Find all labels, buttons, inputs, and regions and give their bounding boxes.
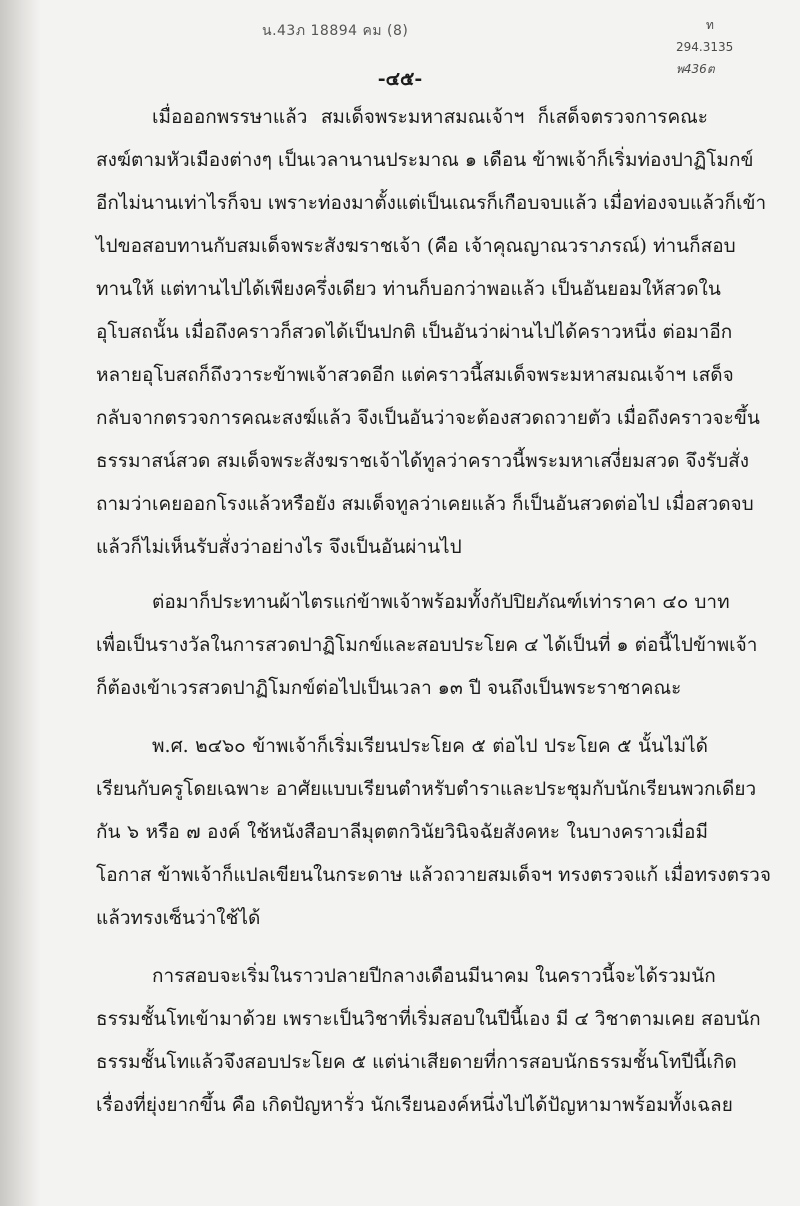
text-line: ถามว่าเคยออกโรงแล้วหรือยัง สมเด็จทูลว่าเคยแล้ว ก็เป็นอันสวดต่อไป เมื่อสวดจบ (96, 493, 754, 515)
page-number: -๔๕- (377, 68, 423, 90)
text-line: ก็ต้องเข้าเวรสวดปาฏิโมกข์ต่อไปเป็นเวลา ๑๓ ปี จนถึงเป็นพระราชาคณะ (96, 677, 682, 699)
text-line: เมื่อออกพรรษาแล้ว สมเด็จพระมหาสมณเจ้าฯ ก็เสด็จตรวจการคณะ (152, 106, 708, 128)
call-number-line: พ436ต (676, 62, 715, 76)
text-line: ไปขอสอบทานกับสมเด็จพระสังฆราชเจ้า (คือ เจ้าคุณญาณวราภรณ์) ท่านก็สอบ (96, 235, 736, 257)
text-line: เพื่อเป็นรางวัลในการสวดปาฏิโมกข์และสอบประโยค ๔ ได้เป็นที่ ๑ ต่อนี้ไปข้าพเจ้า (96, 634, 758, 656)
text-line: แล้วทรงเซ็นว่าใช้ได้ (96, 907, 261, 929)
text-line: พ.ศ. ๒๔๖๐ ข้าพเจ้าก็เริ่มเรียนประโยค ๕ ต่อไป ประโยค ๕ นั้นไม่ได้ (152, 735, 708, 757)
text-line: แล้วก็ไม่เห็นรับสั่งว่าอย่างไร จึงเป็นอันผ่านไป (96, 536, 462, 558)
text-line: กลับจากตรวจการคณะสงฆ์แล้ว จึงเป็นอันว่าจะต้องสวดถวายตัว เมื่อถึงคราวจะขึ้น (96, 407, 760, 429)
call-number-line: 294.3135 (676, 40, 734, 54)
text-line: ทานให้ แต่ทานไปได้เพียงครึ่งเดียว ท่านก็บอกว่าพอแล้ว เป็นอันยอมให้สวดใน (96, 278, 721, 300)
text-line: เรียนกับครูโดยเฉพาะ อาศัยแบบเรียนตำหรับตำราและประชุมกับนักเรียนพวกเดียว (96, 778, 757, 800)
catalog-stamp: น.43ภ 18894 คม (8) (262, 23, 409, 39)
text-line: เรื่องที่ยุ่งยากขึ้น คือ เกิดปัญหารั่ว นักเรียนองค์หนึ่งไปได้ปัญหามาพร้อมทั้งเฉลย (96, 1094, 733, 1116)
text-line: กัน ๖ หรือ ๗ องค์ ใช้หนังสือบาลีมุตตกวินัยวินิจฉัยสังคหะ ในบางคราวเมื่อมี (96, 821, 708, 843)
text-line: ธรรมชั้นโทเข้ามาด้วย เพราะเป็นวิชาที่เริ่มสอบในปีนี้เอง มี ๔ วิชาตามเคย สอบนัก (96, 1008, 761, 1030)
text-line: ธรรมชั้นโทแล้วจึงสอบประโยค ๕ แต่น่าเสียดายที่การสอบนักธรรมชั้นโทปีนี้เกิด (96, 1051, 737, 1073)
text-line: การสอบจะเริ่มในราวปลายปีกลางเดือนมีนาคม ในคราวนี้จะได้รวมนัก (152, 965, 716, 987)
text-line: ธรรมาสน์สวด สมเด็จพระสังฆราชเจ้าได้ทูลว่าคราวนี้พระมหาเสงี่ยมสวด จึงรับสั่ง (96, 450, 750, 472)
page-binding-shadow (0, 0, 40, 1206)
text-line: หลายอุโบสถก็ถึงวาระข้าพเจ้าสวดอีก แต่คราวนี้สมเด็จพระมหาสมณเจ้าฯ เสด็จ (96, 364, 734, 386)
call-number-line: ท (706, 18, 714, 32)
text-line: อุโบสถนั้น เมื่อถึงคราวก็สวดได้เป็นปกติ เป็นอันว่าผ่านไปได้คราวหนึ่ง ต่อมาอีก (96, 321, 733, 343)
text-line: อีกไม่นานเท่าไรก็จบ เพราะท่องมาตั้งแต่เป็นเณรก็เกือบจบแล้ว เมื่อท่องจบแล้วก็เข้า (96, 192, 767, 214)
text-line: สงฆ์ตามหัวเมืองต่างๆ เป็นเวลานานประมาณ ๑ เดือน ข้าพเจ้าก็เริ่มท่องปาฏิโมกข์ (96, 149, 754, 171)
text-line: โอกาส ข้าพเจ้าก็แปลเขียนในกระดาษ แล้วถวายสมเด็จฯ ทรงตรวจแก้ เมื่อทรงตรวจ (96, 864, 771, 886)
text-line: ต่อมาก็ประทานผ้าไตรแก่ข้าพเจ้าพร้อมทั้งกัปปิยภัณฑ์เท่าราคา ๔๐ บาท (152, 591, 730, 613)
